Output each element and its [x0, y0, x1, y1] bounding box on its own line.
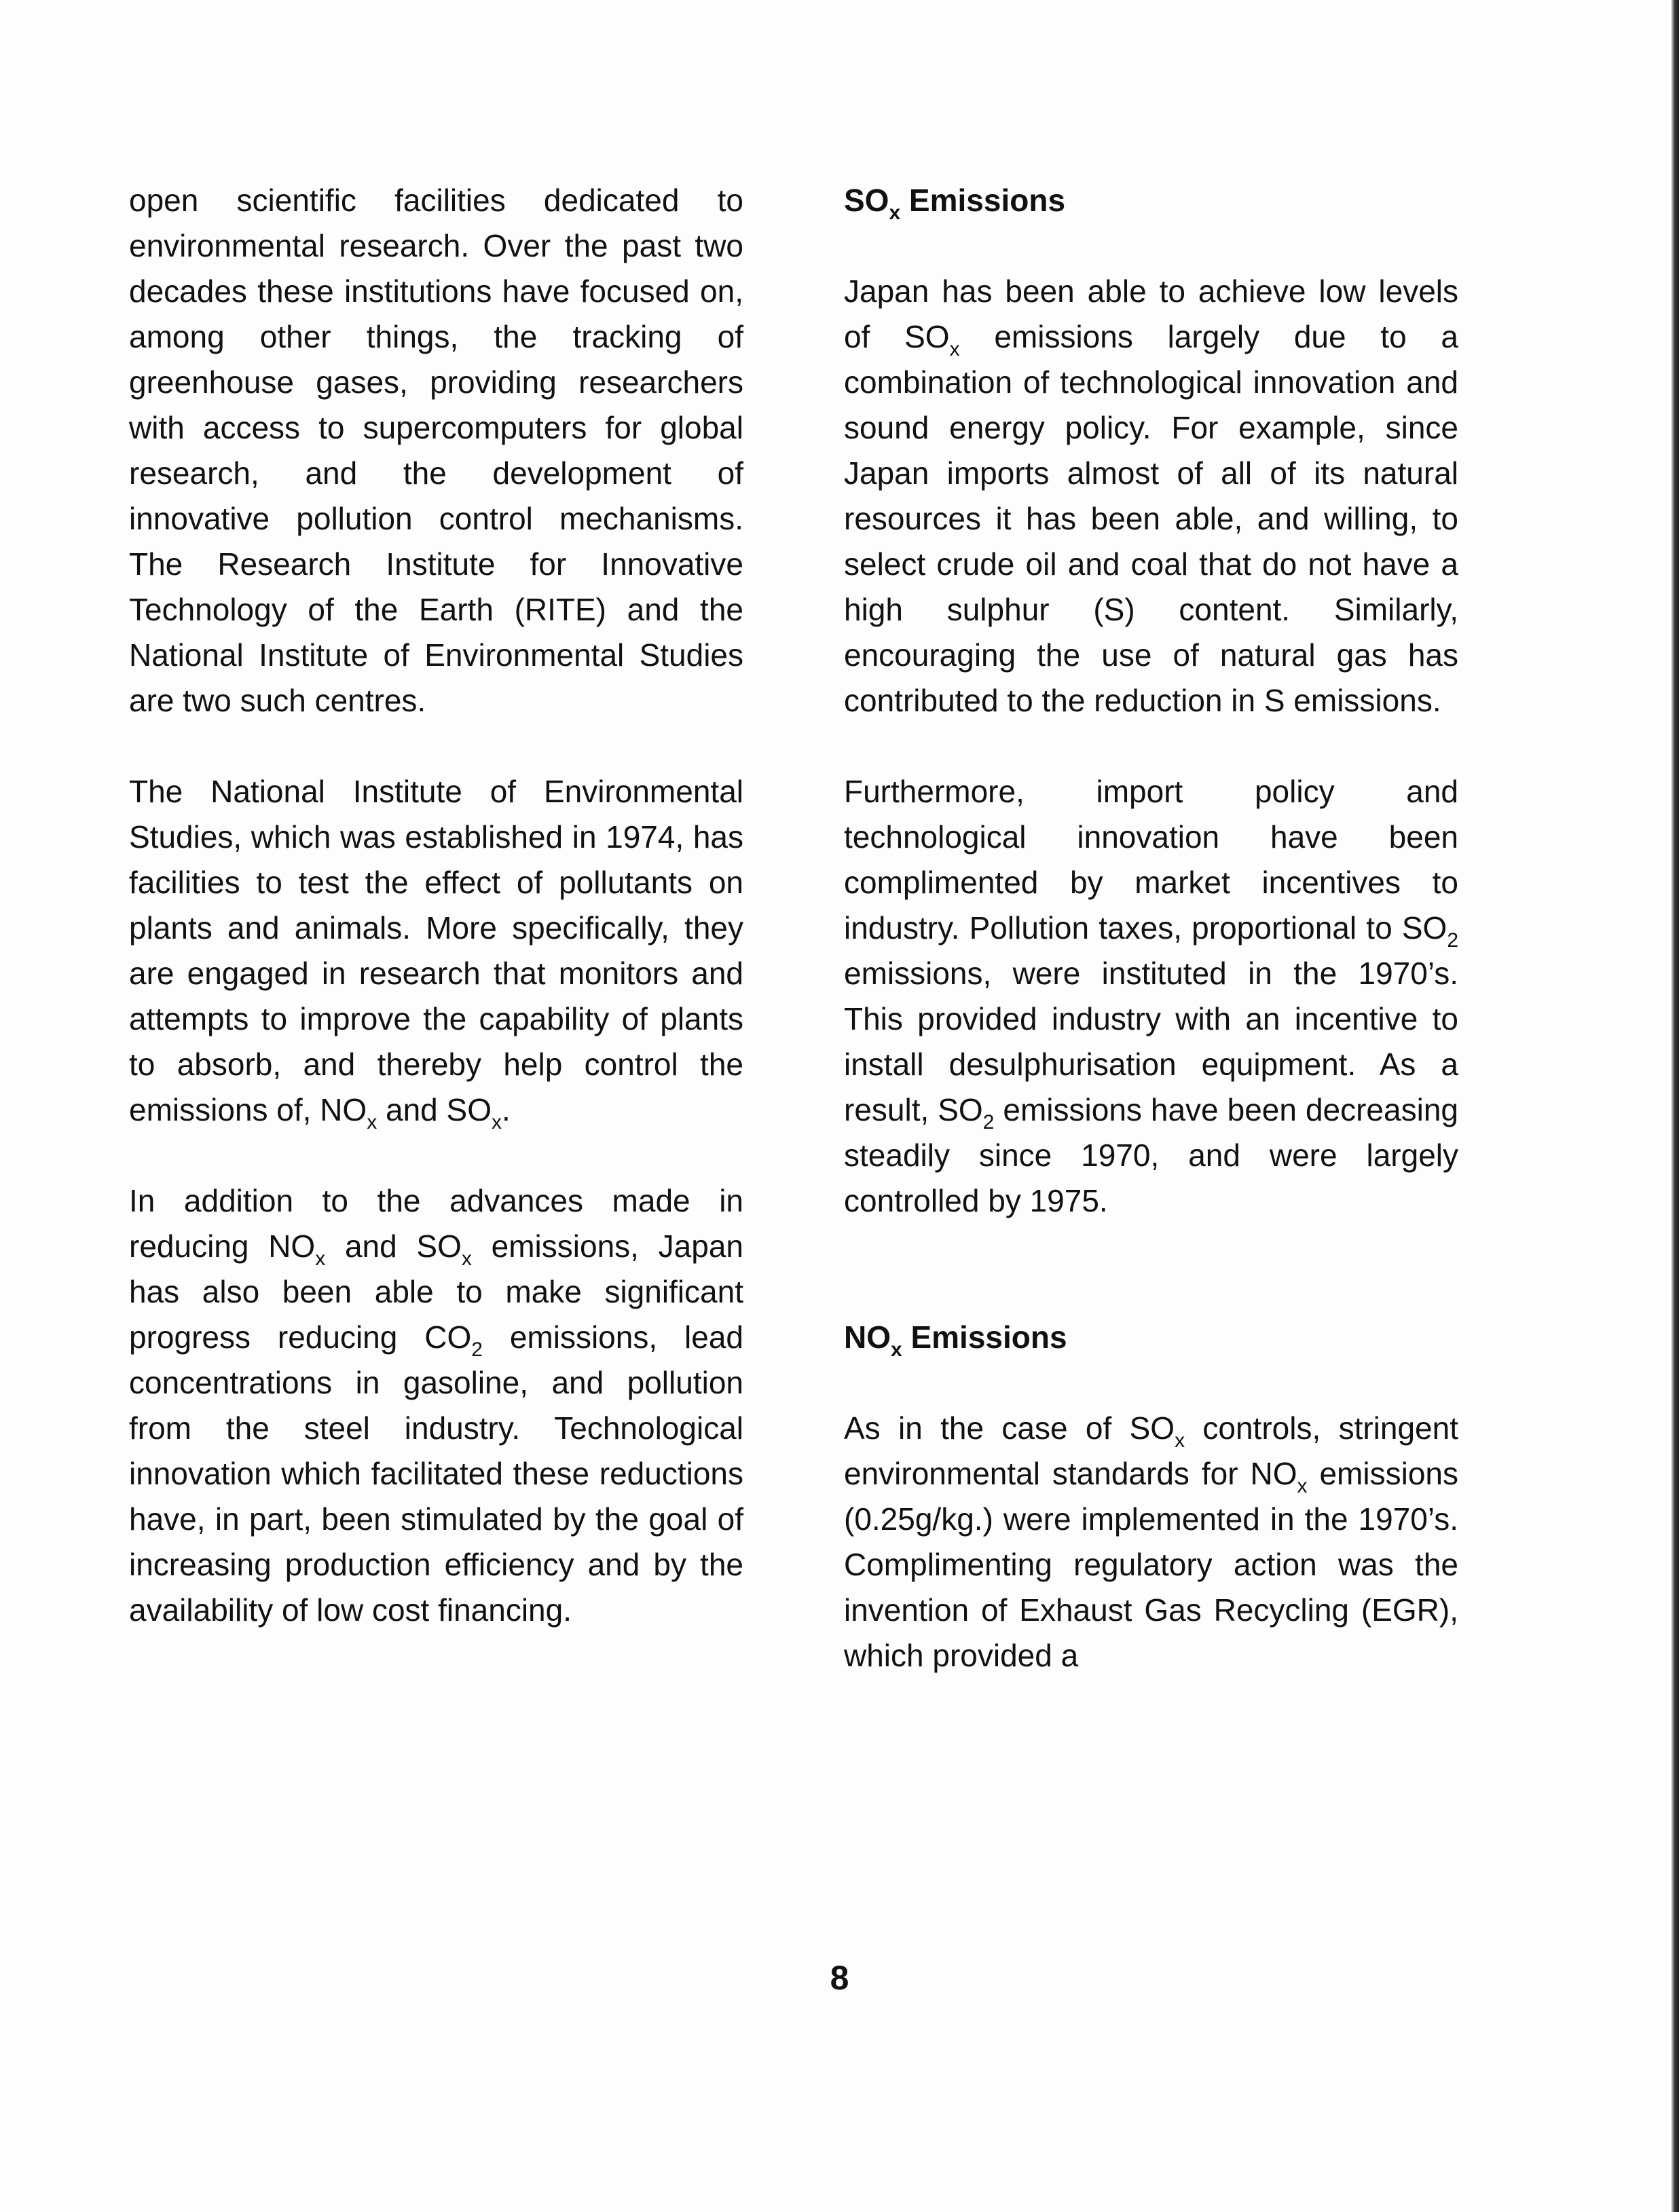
right-column [844, 178, 1458, 1724]
subscript: x [492, 1111, 502, 1133]
text: and SO [325, 1229, 462, 1264]
text: Furthermore, import policy and technological innovation have been complimented by market incentives to industry. Pollution taxes, proportional to SO [844, 774, 1458, 945]
subscript: x [367, 1111, 377, 1133]
text: . [502, 1092, 511, 1127]
text: emissions (0.25g/kg.) were implemented in the 1970’s. Complimenting regulatory action was the invention of Exhaust Gas Recycling (EGR), which provided a [844, 1456, 1458, 1673]
text: As in the case of SO [844, 1410, 1175, 1446]
text: In addition to the advances made in reducing NO [129, 1183, 743, 1264]
paragraph-market-incentives [844, 769, 1458, 1224]
subscript: x [891, 1338, 902, 1361]
text: controls, stringent environmental standards for NO [844, 1410, 1458, 1491]
heading-sox-emissions [844, 178, 1458, 223]
paragraph-research-facilities [129, 178, 743, 724]
paragraph-nox-controls [844, 1406, 1458, 1679]
text: NO [844, 1319, 891, 1355]
subscript: x [315, 1248, 326, 1270]
subscript: 2 [1447, 929, 1458, 952]
subscript: 2 [982, 1111, 995, 1133]
text: emissions, Japan has also been able to make significant progress reducing CO [129, 1229, 744, 1355]
paragraph-advances [129, 1178, 743, 1633]
text: SO [844, 183, 889, 218]
text: Japan has been able to achieve low levels of SO [844, 274, 1458, 354]
paragraph-national-institute [129, 769, 743, 1133]
left-column [129, 178, 743, 1679]
subscript: x [949, 338, 960, 360]
text: emissions have been decreasing steadily since 1970, and were largely controlled by 1975. [844, 1092, 1458, 1218]
subscript: x [1175, 1429, 1185, 1452]
subscript: x [461, 1248, 472, 1270]
subscript: x [889, 202, 901, 224]
scan-edge [1671, 0, 1679, 2212]
subscript: 2 [471, 1338, 483, 1361]
text: emissions, were instituted in the 1970’s. This provided industry with an incentive to install desulphurisation equipment. As a result, SO [844, 956, 1458, 1127]
page-number: 8 [830, 1959, 849, 1997]
text: emissions largely due to a combination of technological innovation and sound energy policy. For example, since Japan imports almost of all of its natural resources it has been able, and willing, to select crude oil and coal that do not have a high sulphur (S) content. Similarly, encouraging the use of natural gas has contributed to the reduction in S emissions. [844, 319, 1458, 718]
text: Emissions [902, 1319, 1067, 1355]
text: open scientific facilities dedicated to environmental research. Over the past two decades these institutions have focused on, among other things, the tracking of greenhouse gases, providing researchers with access to supercomputers for global research, and the development of innovative pollution control mechanisms. The Research Institute for Innovative Technology of the Earth (RITE) and the National Institute of Environmental Studies are two such centres. [129, 183, 743, 718]
paragraph-sox-levels [844, 269, 1458, 724]
text: Emissions [900, 183, 1066, 218]
heading-nox-emissions [844, 1315, 1458, 1360]
subscript: x [1297, 1475, 1308, 1497]
text: The National Institute of Environmental Studies, which was established in 1974, has facilities to test the effect of pollutants on plants and animals. More specifically, they are engaged in research that monitors and attempts to improve the capability of plants to absorb, and thereby help control the emissions of, NO [129, 774, 743, 1127]
text: emissions, lead concentrations in gasoline, and pollution from the steel industry. Technological innovation which facilitated these reductions have, in part, been stimulated by the goal of increasing production efficiency and by the availability of low cost financing. [129, 1319, 743, 1628]
text: and SO [377, 1092, 492, 1127]
